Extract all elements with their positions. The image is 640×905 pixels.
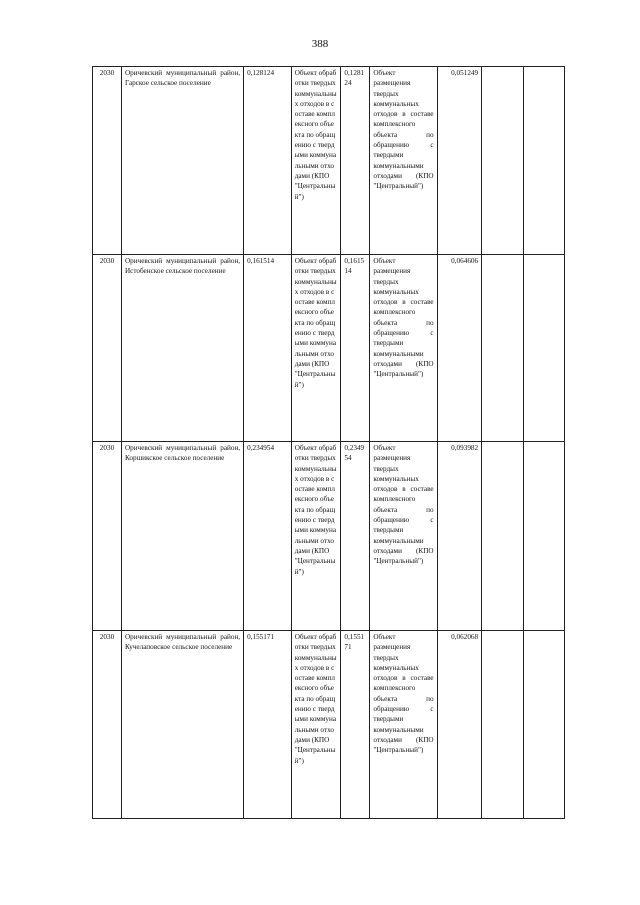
waste-objects-table (92, 66, 565, 819)
year-cell: 2030 (93, 255, 122, 442)
treatment-object-cell: Объект обработки твердых коммунальных отходов в составе комплексного объекта по обращению с твердыми коммунальными отходами (КПО "Центральный") (291, 67, 341, 255)
empty-cell (523, 631, 565, 819)
table-row (93, 631, 565, 819)
empty-cell (482, 631, 523, 819)
year-cell: 2030 (93, 67, 122, 255)
disposal-volume-cell: 0,051249 (437, 67, 482, 255)
disposal-object-cell: Объект размещения твердых коммунальных отходов в составе комплексного объекта по обращению с твердыми коммунальными отходами (КПО "Центральный") (370, 442, 437, 631)
municipality-cell: Оричевский муниципальный район, Гарское сельское поселение (121, 67, 243, 255)
treatment-volume-cell: 0,128124 (244, 67, 292, 255)
treatment-object-cell: Объект обработки твердых коммунальных отходов в составе комплексного объекта по обращению с твердыми коммунальными отходами (КПО "Центральный") (291, 631, 341, 819)
disposal-object-cell: Объект размещения твердых коммунальных отходов в составе комплексного объекта по обращению с твердыми коммунальными отходами (КПО "Центральный") (370, 255, 437, 442)
disposal-volume-cell: 0,093982 (437, 442, 482, 631)
disposal-object-cell: Объект размещения твердых коммунальных отходов в составе комплексного объекта по обращению с твердыми коммунальными отходами (КПО "Центральный") (370, 67, 437, 255)
treatment-object-cell: Объект обработки твердых коммунальных отходов в составе комплексного объекта по обращению с твердыми коммунальными отходами (КПО "Центральный") (291, 442, 341, 631)
disposal-input-volume-cell: 0,161514 (341, 255, 370, 442)
treatment-volume-cell: 0,155171 (244, 631, 292, 819)
disposal-input-volume-cell: 0,234954 (341, 442, 370, 631)
empty-cell (523, 442, 565, 631)
municipality-cell: Оричевский муниципальный район, Истобенское сельское поселение (121, 255, 243, 442)
page-number: 388 (311, 38, 329, 50)
empty-cell (482, 442, 523, 631)
empty-cell (482, 67, 523, 255)
table-row (93, 442, 565, 631)
disposal-input-volume-cell: 0,155171 (341, 631, 370, 819)
disposal-volume-cell: 0,062068 (437, 631, 482, 819)
empty-cell (523, 67, 565, 255)
year-cell: 2030 (93, 442, 122, 631)
disposal-object-cell: Объект размещения твердых коммунальных отходов в составе комплексного объекта по обращению с твердыми коммунальными отходами (КПО "Центральный") (370, 631, 437, 819)
disposal-input-volume-cell: 0,128124 (341, 67, 370, 255)
municipality-cell: Оричевский муниципальный район, Кучелаповское сельское поселение (121, 631, 243, 819)
treatment-object-cell: Объект обработки твердых коммунальных отходов в составе комплексного объекта по обращению с твердыми коммунальными отходами (КПО "Центральный") (291, 255, 341, 442)
treatment-volume-cell: 0,234954 (244, 442, 292, 631)
municipality-cell: Оричевский муниципальный район, Коршикское сельское поселение (121, 442, 243, 631)
empty-cell (482, 255, 523, 442)
table-row (93, 67, 565, 255)
disposal-volume-cell: 0,064606 (437, 255, 482, 442)
table-row (93, 255, 565, 442)
year-cell: 2030 (93, 631, 122, 819)
empty-cell (523, 255, 565, 442)
treatment-volume-cell: 0,161514 (244, 255, 292, 442)
